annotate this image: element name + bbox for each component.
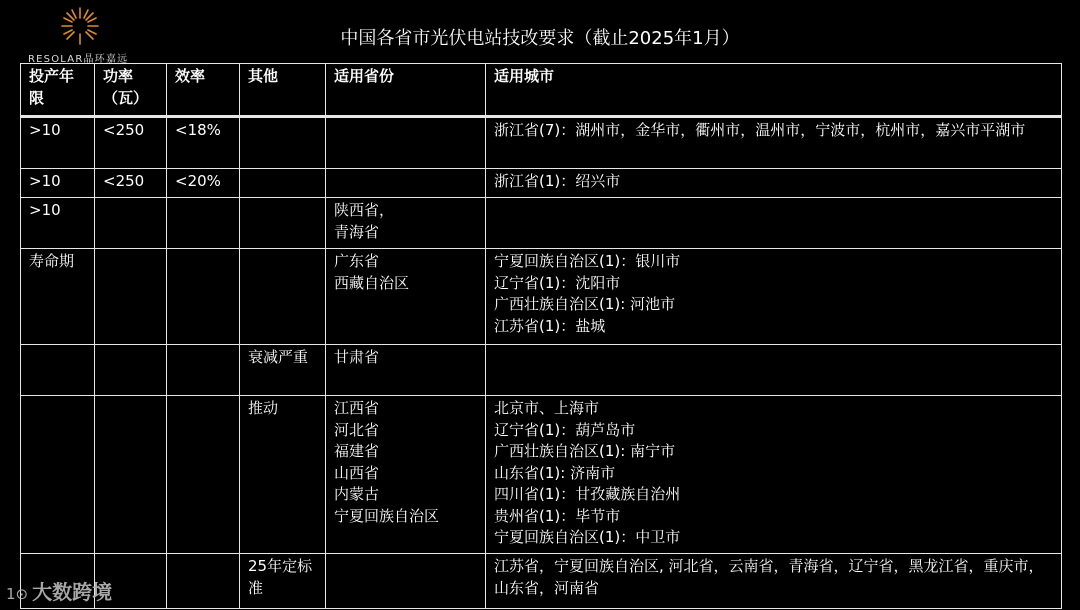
cell-cities — [486, 249, 1062, 345]
province-line: 山西省 — [334, 463, 380, 482]
table-row — [21, 554, 1062, 609]
requirements-table — [20, 63, 1062, 609]
cell-other — [240, 169, 326, 198]
cell-power — [95, 396, 167, 554]
cell-efficiency: <20% — [167, 169, 240, 198]
cell-efficiency: <18% — [167, 117, 240, 169]
cell-other: 推动 — [240, 396, 326, 554]
cell-efficiency — [167, 396, 240, 554]
table-header-row — [21, 64, 1062, 117]
cell-years: >10 — [21, 169, 95, 198]
cell-efficiency — [167, 198, 240, 249]
city-line: 辽宁省(1)：葫芦岛市 — [494, 420, 636, 439]
cell-provinces — [326, 345, 486, 396]
cell-provinces — [326, 169, 486, 198]
table-row — [21, 117, 1062, 169]
cell-other — [240, 198, 326, 249]
table-row — [21, 396, 1062, 554]
header-efficiency: 效率 — [167, 64, 240, 117]
city-line: 浙江省(1)：绍兴市 — [494, 172, 621, 190]
city-line: 辽宁省(1)：沈阳市 — [494, 273, 621, 292]
city-line: 江苏省，宁夏回族自治区, 河北省，云南省，青海省，辽宁省，黑龙江省，重庆市，山东省，河南省 — [494, 557, 1044, 597]
cell-cities — [486, 117, 1062, 169]
header-other: 其他 — [240, 64, 326, 117]
city-line: 江苏省(1)：盐城 — [494, 316, 606, 335]
province-line: 河北省 — [334, 420, 380, 439]
cell-other: 衰减严重 — [240, 345, 326, 396]
cell-efficiency — [167, 345, 240, 396]
province-line: 内蒙古 — [334, 485, 380, 503]
cell-provinces — [326, 198, 486, 249]
cell-power — [95, 345, 167, 396]
header-years: 投产年限 — [21, 64, 95, 117]
header-power: 功率（瓦） — [95, 64, 167, 117]
cell-years: >10 — [21, 198, 95, 249]
cell-years — [21, 345, 95, 396]
cell-efficiency — [167, 249, 240, 345]
cell-other: 25年定标准 — [240, 554, 326, 609]
cell-power — [95, 249, 167, 345]
cell-years: 寿命期 — [21, 249, 95, 345]
city-line: 浙江省(7)：湖州市，金华市，衢州市，温州市，宁波市，杭州市，嘉兴市平湖市 — [494, 121, 1026, 139]
province-line: 江西省 — [334, 399, 380, 417]
watermark-text: 大数跨境 — [32, 580, 113, 604]
cell-cities — [486, 554, 1062, 609]
city-line: 宁夏回族自治区(1)：中卫市 — [494, 528, 681, 546]
cell-cities — [486, 345, 1062, 396]
cell-provinces — [326, 117, 486, 169]
cell-other — [240, 117, 326, 169]
cell-years — [21, 396, 95, 554]
city-line: 四川省(1)：甘孜藏族自治州 — [494, 485, 681, 503]
cell-cities — [486, 396, 1062, 554]
cell-efficiency — [167, 554, 240, 609]
header-cities: 适用城市 — [486, 64, 1062, 117]
table-row — [21, 198, 1062, 249]
province-line: 甘肃省 — [334, 348, 380, 366]
cell-cities — [486, 198, 1062, 249]
watermark — [6, 576, 112, 605]
cell-provinces — [326, 249, 486, 345]
cell-power: <250 — [95, 117, 167, 169]
table-row — [21, 169, 1062, 198]
cell-years: >10 — [21, 117, 95, 169]
cell-power — [95, 198, 167, 249]
cell-cities — [486, 169, 1062, 198]
table-row — [21, 345, 1062, 396]
city-line: 广西壮族自治区(1): 南宁市 — [494, 442, 676, 460]
cell-provinces — [326, 554, 486, 609]
table-row — [21, 249, 1062, 345]
city-line: 山东省(1): 济南市 — [494, 463, 616, 482]
city-line: 广西壮族自治区(1): 河池市 — [494, 295, 676, 313]
logo-text: RESOLAR晶环嘉远 — [28, 54, 129, 65]
city-line: 宁夏回族自治区(1)：银川市 — [494, 252, 681, 270]
province-line: 陕西省， — [334, 201, 395, 219]
city-line: 北京市、上海市 — [494, 399, 600, 417]
province-line: 西藏自治区 — [334, 273, 410, 292]
city-line: 贵州省(1)：毕节市 — [494, 506, 621, 525]
cell-provinces — [326, 396, 486, 554]
watermark-logo-icon: 1⊙ — [6, 585, 29, 603]
province-line: 宁夏回族自治区 — [334, 506, 440, 525]
cell-power: <250 — [95, 169, 167, 198]
province-line: 青海省 — [334, 222, 380, 241]
header-provinces: 适用省份 — [326, 64, 486, 117]
page-title: 中国各省市光伏电站技改要求（截止2025年1月） — [340, 28, 740, 49]
cell-other — [240, 249, 326, 345]
province-line: 广东省 — [334, 252, 380, 270]
province-line: 福建省 — [334, 442, 380, 460]
